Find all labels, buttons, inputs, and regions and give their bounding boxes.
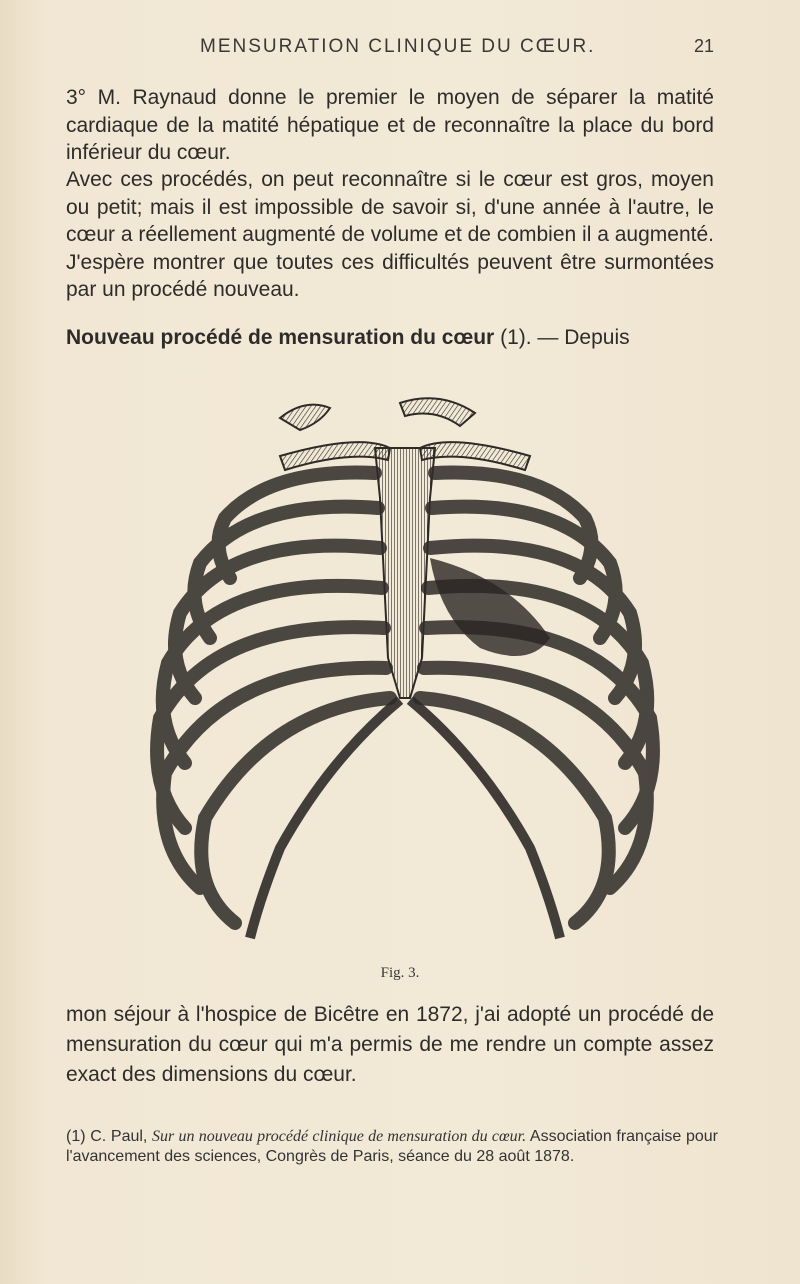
paragraph-bicetre: mon séjour à l'hospice de Bicêtre en 1872, j'ai adopté un procédé de mensuration du cœur qui m'a permis de me rendre un compte assez exact des dimensions du cœur. [66, 1003, 714, 1086]
footnote-ref: (1). [500, 326, 532, 349]
heart-shadow [430, 558, 550, 656]
section-heading-line [66, 324, 714, 352]
running-head [0, 36, 800, 66]
page-number: 21 [694, 36, 715, 56]
footnote-title: Sur un nouveau procédé clinique de mensuration du cœur. [152, 1128, 527, 1145]
heading-continuation: — Depuis [537, 326, 630, 349]
section-heading: Nouveau procédé de mensuration du cœur [66, 326, 495, 349]
footnote [66, 1127, 718, 1167]
sternum [375, 448, 435, 698]
paragraph-raynaud: 3° M. Raynaud donne le premier le moyen de séparer la matité cardiaque de la matité hépatique et de reconnaître la place du bord inférieur du cœur. [66, 86, 714, 164]
footnote-marker: (1) C. Paul, [66, 1128, 148, 1145]
paragraph-procedes: Avec ces procédés, on peut reconnaître si le cœur est gros, moyen ou petit; mais il est impossible de savoir si, d'une année à l'autre, le cœur a réellement augmenté de volume et de combien il a augmenté. J'espère montrer que toutes ces difficultés peuvent être surmontées par un procédé nouveau. [66, 168, 714, 301]
rib-cage-illustration [130, 378, 680, 960]
costal-arch [250, 700, 560, 938]
footnote-rest: Association française pour l'avancement des sciences, Congrès de Paris, séance du 28 août 1878. [66, 1128, 718, 1165]
running-title: MENSURATION CLINIQUE DU CŒUR. [200, 36, 596, 57]
figure-caption: Fig. 3. [380, 965, 420, 981]
